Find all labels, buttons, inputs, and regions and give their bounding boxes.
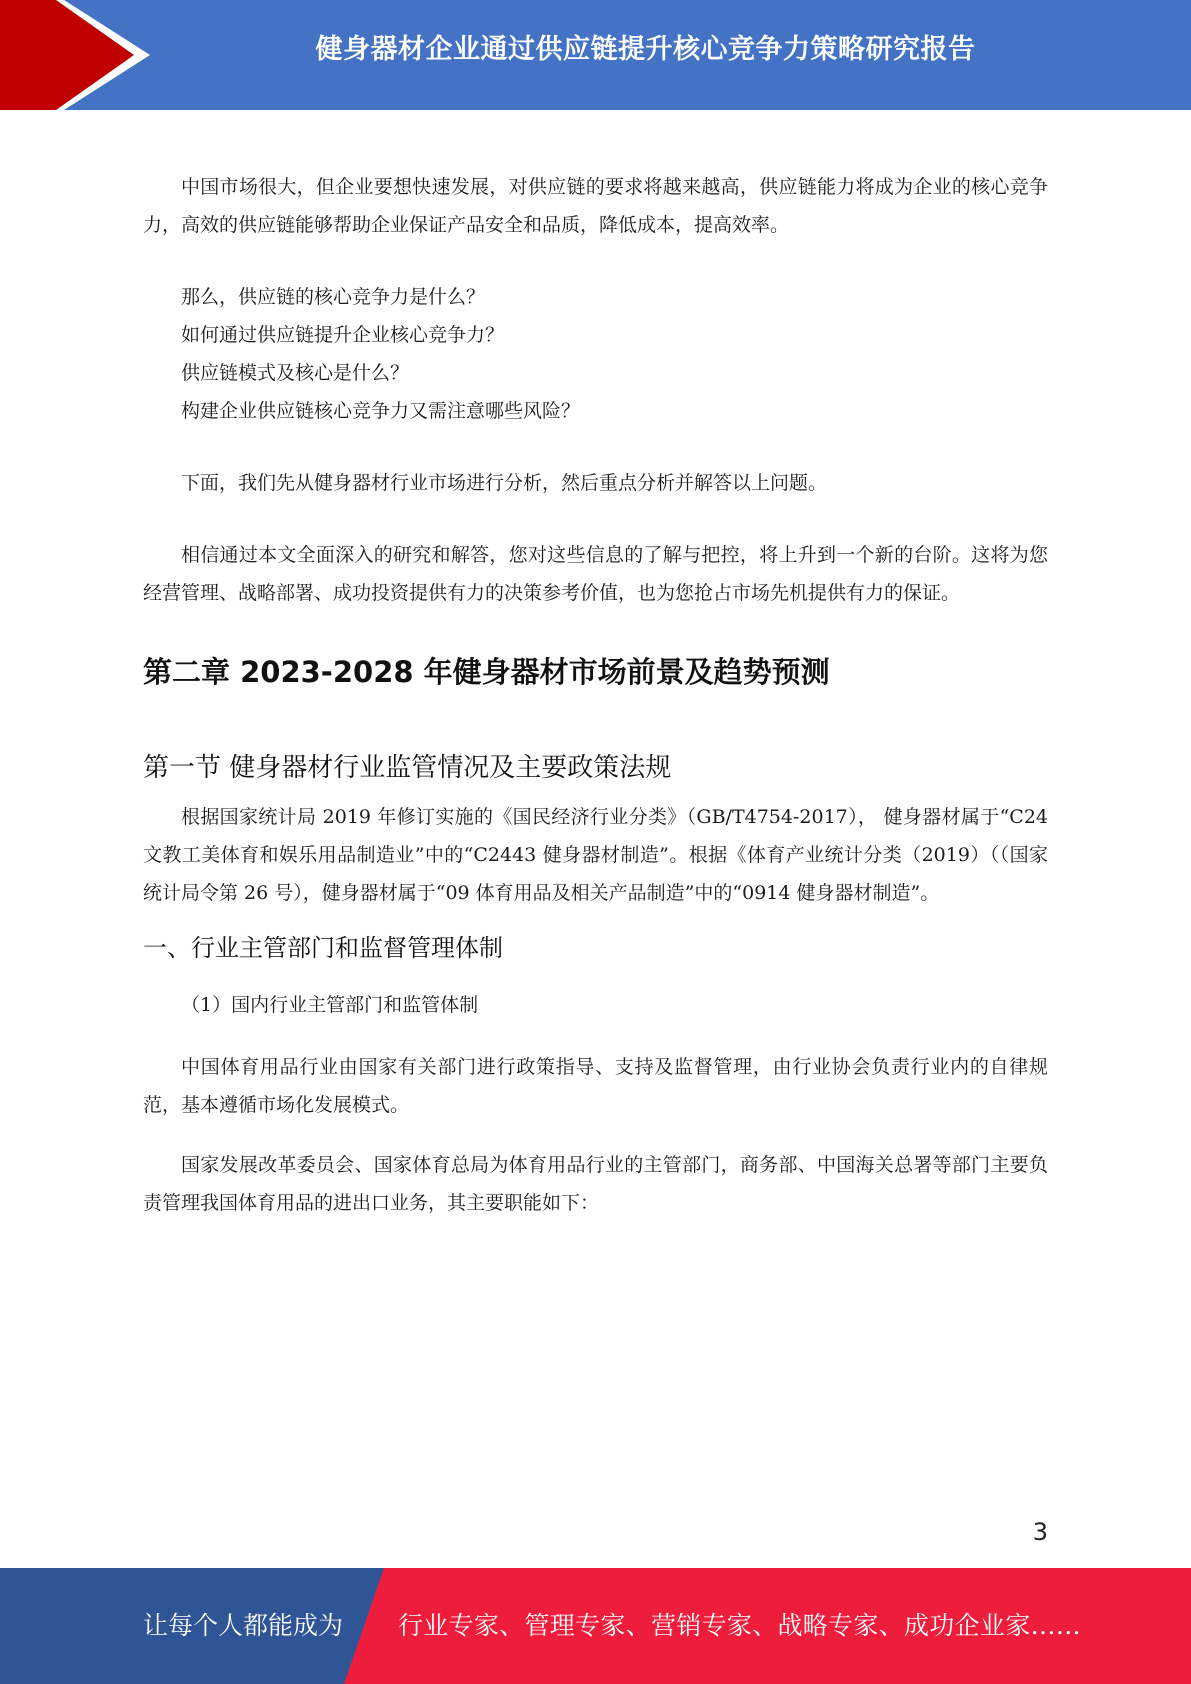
intro-paragraph-1: 中国市场很大，但企业要想快速发展，对供应链的要求将越来越高，供应链能力将成为企业的核心竞争力，高效的供应链能够帮助企业保证产品安全和品质，降低成本，提高效率。 xyxy=(143,176,1048,236)
subsection-paragraph-1: 中国体育用品行业由国家有关部门进行政策指导、支持及监督管理，由行业协会负责行业内的自律规范，基本遵循市场化发展模式。 xyxy=(143,1056,1048,1116)
question-2: 如何通过供应链提升企业核心竞争力？ xyxy=(181,324,505,346)
page-header xyxy=(0,0,1191,110)
subsection-item-1: （1）国内行业主管部门和监管体制 xyxy=(181,994,479,1016)
question-3: 供应链模式及核心是什么？ xyxy=(181,362,410,384)
intro-paragraph-3: 相信通过本文全面深入的研究和解答，您对这些信息的了解与把控，将上升到一个新的台阶。这将为您经营管理、战略部署、成功投资提供有力的决策参考价值，也为您抢占市场先机提供有力的保证。 xyxy=(143,544,1048,604)
footer-slogan-left: 让每个人都能成为 xyxy=(143,1611,344,1640)
section-paragraph-1: 根据国家统计局 2019 年修订实施的《国民经济行业分类》（GB/T4754-2017）， 健身器材属于“C24 文教工美体育和娱乐用品制造业”中的“C2443 健身器材制造”。根据《体育产业统计分类（2019）（（国家统计局令第 26 号），健身器材属于“09 体育用品及相关产品制造”中的“0914 健身器材制造”。 xyxy=(143,806,1048,904)
question-1: 那么，供应链的核心竞争力是什么？ xyxy=(181,286,486,308)
subsection-title: 一、行业主管部门和监督管理体制 xyxy=(143,934,503,962)
chapter-title: 第二章 2023-2028 年健身器材市场前景及趋势预测 xyxy=(143,655,830,689)
question-4: 构建企业供应链核心竞争力又需注意哪些风险？ xyxy=(181,400,581,422)
document-body xyxy=(143,168,1048,1222)
section-title: 第一节 健身器材行业监管情况及主要政策法规 xyxy=(143,753,672,783)
footer-slogan-right: 行业专家、管理专家、营销专家、战略专家、成功企业家…… xyxy=(398,1611,1082,1640)
page-number: 3 xyxy=(1032,1518,1048,1546)
subsection-paragraph-2: 国家发展改革委员会、国家体育总局为体育用品行业的主管部门，商务部、中国海关总署等部门主要负责管理我国体育用品的进出口业务，其主要职能如下： xyxy=(143,1154,1048,1214)
intro-paragraph-2: 下面，我们先从健身器材行业市场进行分析，然后重点分析并解答以上问题。 xyxy=(181,472,828,494)
page-footer xyxy=(0,1568,1191,1684)
header-title: 健身器材企业通过供应链提升核心竞争力策略研究报告 xyxy=(315,34,976,65)
